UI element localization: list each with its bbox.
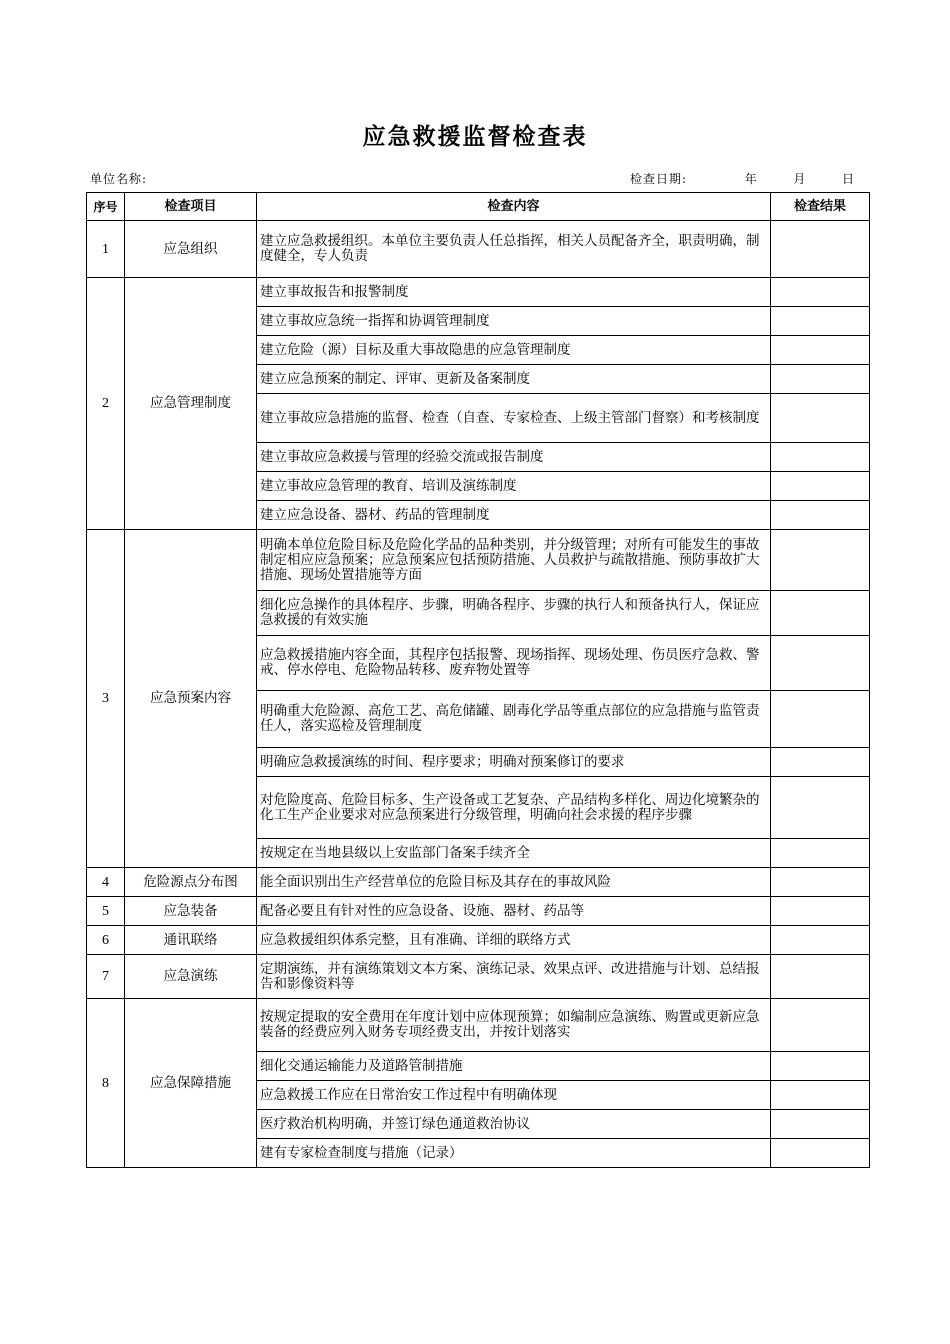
header-no: 序号 — [87, 193, 125, 221]
check-content: 建立应急设备、器材、药品的管理制度 — [257, 501, 771, 530]
check-result-cell[interactable] — [771, 955, 870, 999]
check-result-cell[interactable] — [771, 926, 870, 955]
row-number: 4 — [87, 868, 125, 897]
check-item: 通讯联络 — [125, 926, 257, 955]
date-month: 月 — [793, 172, 807, 186]
check-item: 应急保障措施 — [125, 999, 257, 1168]
check-content: 细化应急操作的具体程序、步骤，明确各程序、步骤的执行人和预备执行人，保证应急救援的有效实施 — [257, 591, 771, 636]
row-number: 2 — [87, 278, 125, 530]
check-item: 应急管理制度 — [125, 278, 257, 530]
check-content: 建立应急救援组织。本单位主要负责人任总指挥，相关人员配备齐全，职责明确，制度健全，专人负责 — [257, 221, 771, 278]
table-row — [87, 221, 870, 278]
check-content: 建立事故应急救援与管理的经验交流或报告制度 — [257, 443, 771, 472]
inspection-table — [86, 192, 870, 1168]
check-item: 应急组织 — [125, 221, 257, 278]
check-content: 应急救援措施内容全面，其程序包括报警、现场指挥、现场处理、伤员医疗急救、警戒、停水停电、危险物品转移、废弃物处置等 — [257, 636, 771, 691]
check-result-cell[interactable] — [771, 1110, 870, 1139]
date-year: 年 — [744, 172, 758, 186]
check-result-cell[interactable] — [771, 1052, 870, 1081]
page-title: 应急救援监督检查表 — [362, 124, 588, 150]
check-content: 建立事故报告和报警制度 — [257, 278, 771, 307]
table-row — [87, 926, 870, 955]
check-result-cell[interactable] — [771, 501, 870, 530]
check-content: 建立事故应急措施的监督、检查（自查、专家检查、上级主管部门督察）和考核制度 — [257, 394, 771, 443]
check-result-cell[interactable] — [771, 278, 870, 307]
check-result-cell[interactable] — [771, 1081, 870, 1110]
check-result-cell[interactable] — [771, 636, 870, 691]
date-day: 日 — [842, 172, 856, 186]
check-content: 建立应急预案的制定、评审、更新及备案制度 — [257, 365, 771, 394]
row-number: 1 — [87, 221, 125, 278]
check-result-cell[interactable] — [771, 443, 870, 472]
check-content: 医疗救治机构明确，并签订绿色通道救治协议 — [257, 1110, 771, 1139]
check-content: 按规定在当地县级以上安监部门备案手续齐全 — [257, 839, 771, 868]
check-result-cell[interactable] — [771, 472, 870, 501]
row-number: 7 — [87, 955, 125, 999]
row-number: 6 — [87, 926, 125, 955]
check-result-cell[interactable] — [771, 307, 870, 336]
header-content: 检查内容 — [257, 193, 771, 221]
check-content: 明确本单位危险目标及危险化学品的品种类别，并分级管理；对所有可能发生的事故制定相应应急预案；应急预案应包括预防措施、人员救护与疏散措施、预防事故扩大措施、现场处置措施等方面 — [257, 530, 771, 591]
check-result-cell[interactable] — [771, 1139, 870, 1168]
header-item: 检查项目 — [125, 193, 257, 221]
check-result-cell[interactable] — [771, 336, 870, 365]
check-result-cell[interactable] — [771, 221, 870, 278]
table-row — [87, 868, 870, 897]
check-content: 应急救援组织体系完整，且有准确、详细的联络方式 — [257, 926, 771, 955]
check-content: 建立事故应急管理的教育、培训及演练制度 — [257, 472, 771, 501]
check-item: 应急装备 — [125, 897, 257, 926]
check-result-cell[interactable] — [771, 530, 870, 591]
check-content: 建有专家检查制度与措施（记录） — [257, 1139, 771, 1168]
check-content: 明确应急救援演练的时间、程序要求；明确对预案修订的要求 — [257, 748, 771, 777]
table-row — [87, 278, 870, 307]
check-result-cell[interactable] — [771, 748, 870, 777]
check-result-cell[interactable] — [771, 868, 870, 897]
table-row — [87, 955, 870, 999]
check-content: 对危险度高、危险目标多、生产设备或工艺复杂、产品结构多样化、周边化境繁杂的化工生产企业要求对应急预案进行分级管理，明确向社会求援的程序步骤 — [257, 777, 771, 839]
row-number: 8 — [87, 999, 125, 1168]
check-result-cell[interactable] — [771, 897, 870, 926]
table-row — [87, 530, 870, 591]
header-result: 检查结果 — [771, 193, 870, 221]
check-result-cell[interactable] — [771, 691, 870, 748]
check-content: 建立事故应急统一指挥和协调管理制度 — [257, 307, 771, 336]
check-result-cell[interactable] — [771, 394, 870, 443]
check-content: 应急救援工作应在日常治安工作过程中有明确体现 — [257, 1081, 771, 1110]
check-content: 配备必要且有针对性的应急设备、设施、器材、药品等 — [257, 897, 771, 926]
check-item: 应急演练 — [125, 955, 257, 999]
table-row — [87, 897, 870, 926]
table-row — [87, 999, 870, 1052]
check-result-cell[interactable] — [771, 591, 870, 636]
check-result-cell[interactable] — [771, 777, 870, 839]
row-number: 3 — [87, 530, 125, 868]
check-content: 建立危险（源）目标及重大事故隐患的应急管理制度 — [257, 336, 771, 365]
check-result-cell[interactable] — [771, 839, 870, 868]
check-result-cell[interactable] — [771, 999, 870, 1052]
table-body — [87, 221, 870, 1168]
check-item: 危险源点分布图 — [125, 868, 257, 897]
row-number: 5 — [87, 897, 125, 926]
unit-name-label: 单位名称: — [90, 172, 148, 186]
check-item: 应急预案内容 — [125, 530, 257, 868]
check-content: 细化交通运输能力及道路管制措施 — [257, 1052, 771, 1081]
inspection-date-label: 检查日期: — [630, 172, 688, 186]
check-content: 能全面识别出生产经营单位的危险目标及其存在的事故风险 — [257, 868, 771, 897]
table-header-row — [87, 193, 870, 221]
check-content: 定期演练，并有演练策划文本方案、演练记录、效果点评、改进措施与计划、总结报告和影像资料等 — [257, 955, 771, 999]
check-content: 明确重大危险源、高危工艺、高危储罐、剧毒化学品等重点部位的应急措施与监管责任人，落实巡检及管理制度 — [257, 691, 771, 748]
check-result-cell[interactable] — [771, 365, 870, 394]
inspection-date — [630, 170, 855, 187]
check-content: 按规定提取的安全费用在年度计划中应体现预算；如编制应急演练、购置或更新应急装备的经费应列入财务专项经费支出，并按计划落实 — [257, 999, 771, 1052]
